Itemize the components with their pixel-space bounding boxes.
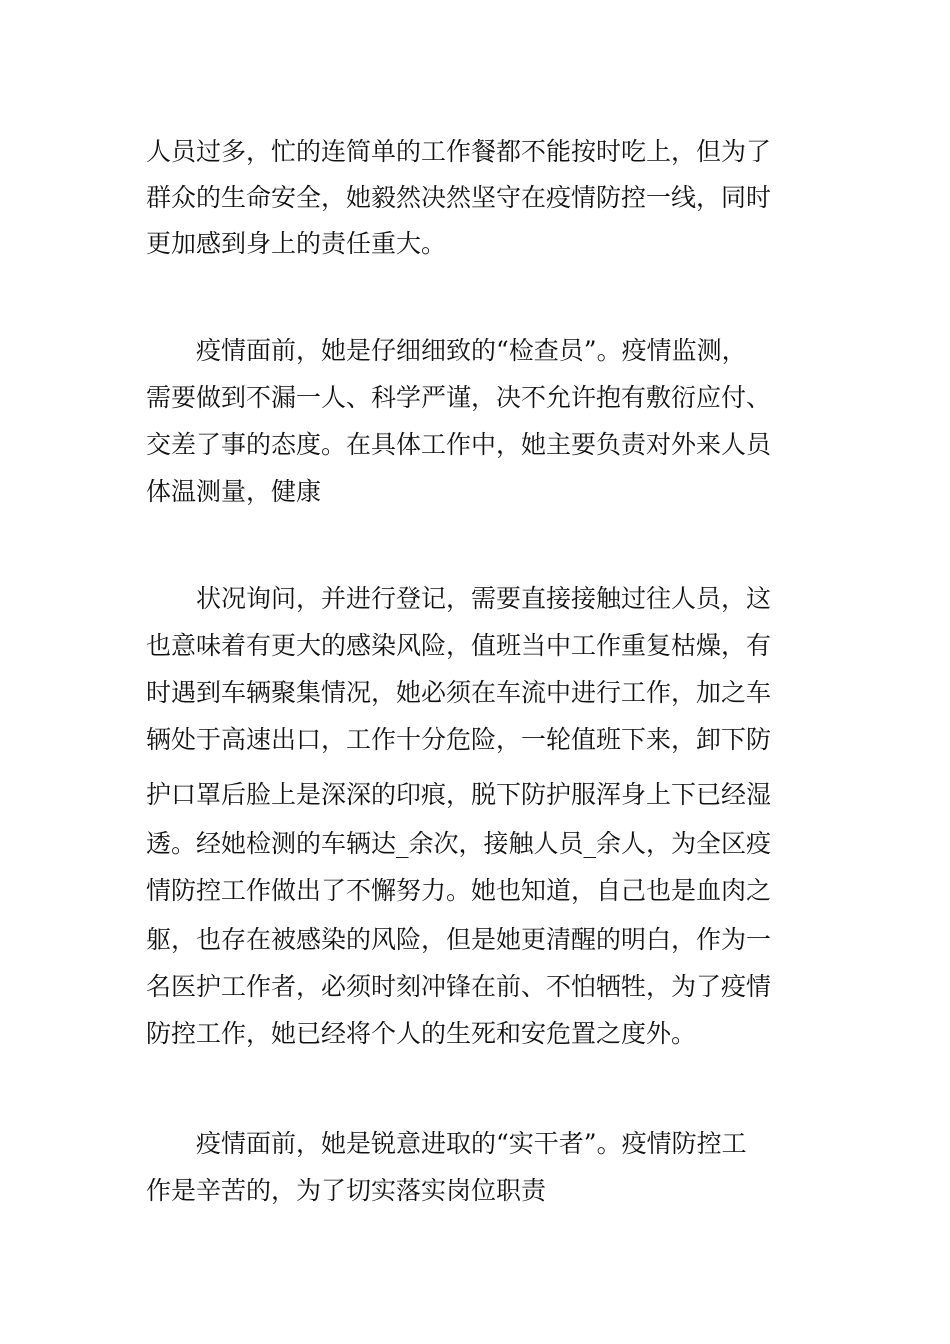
text-line: 群众的生命安全，她毅然决然坚守在疫情防控一线，同时: [146, 183, 772, 212]
text-line: 透。经她检测的车辆达_余次，接触人员_余人，为全区疫: [146, 829, 772, 858]
text-line: 也意味着有更大的感染风险，值班当中工作重复枯燥，有: [146, 631, 772, 660]
text-line: 疫情面前，她是仔细细致的“检查员”。疫情监测，: [196, 336, 747, 365]
text-line: 情防控工作做出了不懈努力。她也知道，自己也是血肉之: [146, 876, 772, 905]
text-line: 时遇到车辆聚集情况，她必须在车流中进行工作，加之车: [146, 678, 772, 707]
text-line: 状况询问，并进行登记，需要直接接触过往人员，这: [196, 584, 772, 613]
text-line: 护口罩后脸上是深深的印痕，脱下防护服浑身上下已经湿: [146, 780, 772, 809]
text-line: 防控工作，她已经将个人的生死和安危置之度外。: [146, 1019, 697, 1048]
text-line: 交差了事的态度。在具体工作中，她主要负责对外来人员: [146, 430, 772, 459]
text-line: 更加感到身上的责任重大。: [146, 229, 447, 258]
text-line: 体温测量，健康: [146, 477, 322, 506]
text-line: 人员过多，忙的连简单的工作餐都不能按时吃上，但为了: [146, 137, 772, 166]
text-line: 作是辛苦的，为了切实落实岗位职责: [146, 1176, 547, 1205]
text-line: 躯，也存在被感染的风险，但是她更清醒的明白，作为一: [146, 925, 772, 954]
text-line: 辆处于高速出口，工作十分危险，一轮值班下来，卸下防: [146, 725, 772, 754]
text-line: 需要做到不漏一人、科学严谨，决不允许抱有敷衍应付、: [146, 383, 772, 412]
text-line: 疫情面前，她是锐意进取的“实干者”。疫情防控工: [196, 1129, 747, 1158]
text-line: 名医护工作者，必须时刻冲锋在前、不怕牺牲，为了疫情: [146, 972, 772, 1001]
